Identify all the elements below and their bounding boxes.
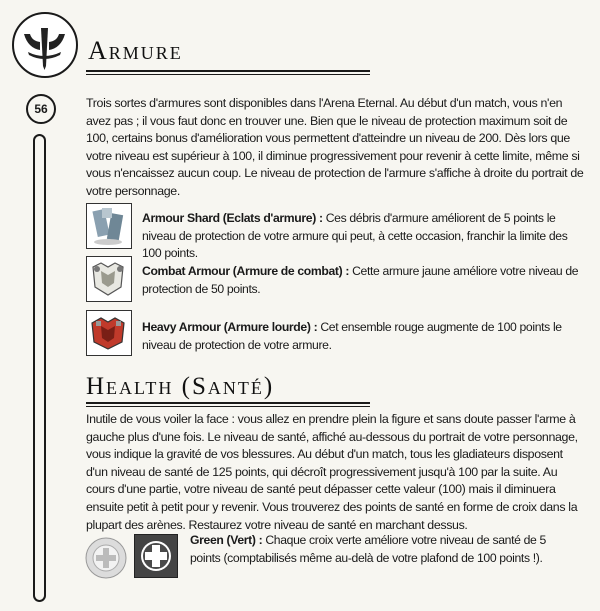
heavy-armour-text	[142, 319, 586, 354]
heavy-armour-icon	[86, 310, 132, 356]
green-health-name: Green (Vert) :	[190, 533, 263, 547]
green-health-cross-icon	[134, 534, 178, 578]
health-title-rule	[86, 402, 370, 404]
combat-armour-name: Combat Armour (Armure de combat) :	[142, 264, 350, 278]
armour-shard-name: Armour Shard (Eclats d'armure) :	[142, 211, 323, 225]
armour-shard-description: Ces débris d'armure améliorent de 5 points le niveau de protection de votre armure qui peut, à cette occasion, franchir la limite des 100 points.	[142, 211, 568, 261]
armour-shard-icon	[86, 203, 132, 249]
armour-shard-text	[142, 210, 586, 263]
health-intro: Inutile de vous voiler la face : vous allez en prendre plein la figure et sans doute passer l'arme à gauche plus d'une fois. Le niveau de santé, affiché au-dessous du portrait de votre personnage, vous indique la gravité de vos blessures. Au début d'un match, tous les gladiateurs disposent d'un niveau de santé de 125 points, qui décroît progressivement jusqu'à 100 par la suite. Au cours d'une partie, votre niveau de santé peut dépasser cette valeur (100) mais il diminuera ensuite petit à petit pour y revenir. Vous trouverez des points de santé en forme de croix dans la plupart des arènes. Restaurez votre niveau de santé en marchant dessus.	[86, 412, 578, 532]
armor-title-rule-thin	[86, 74, 370, 75]
quake-logo-icon	[12, 12, 78, 78]
health-title: Health (Santé)	[86, 373, 275, 400]
page-number: 56	[26, 94, 56, 124]
armor-title-rule	[86, 70, 370, 72]
heavy-armour-name: Heavy Armour (Armure lourde) :	[142, 320, 318, 334]
side-rail	[33, 134, 46, 602]
armor-intro: Trois sortes d'armures sont disponibles dans l'Arena Eternal. Au début d'un match, vous n'en avez pas ; il vous faut donc en trouver une. Bien que le niveau de protection maximum soit de 100, certains bonus d'amélioration vous permettent d'atteindre un niveau de 200. Dès lors que votre niveau est supérieur à 100, il diminue progressivement pour revenir à cette limite, même si vous n'encaissez aucun coup. Le niveau de protection de l'armure s'affiche à droite du portrait de votre personnage.	[86, 96, 584, 198]
combat-armour-description: Cette armure jaune améliore votre niveau de protection de 50 points.	[142, 264, 579, 296]
green-health-text	[190, 532, 550, 567]
combat-armour-text	[142, 263, 586, 298]
health-title-rule-thin	[86, 406, 370, 407]
green-health-orb-icon	[84, 536, 128, 580]
heavy-armour-description: Cet ensemble rouge augmente de 100 points le niveau de protection de votre armure.	[142, 320, 562, 352]
armor-title: Armure	[88, 36, 183, 65]
green-health-description: Chaque croix verte améliore votre niveau de santé de 5 points (comptabilisés même au-delà de votre plafond de 100 points !).	[190, 533, 546, 565]
combat-armour-icon	[86, 256, 132, 302]
